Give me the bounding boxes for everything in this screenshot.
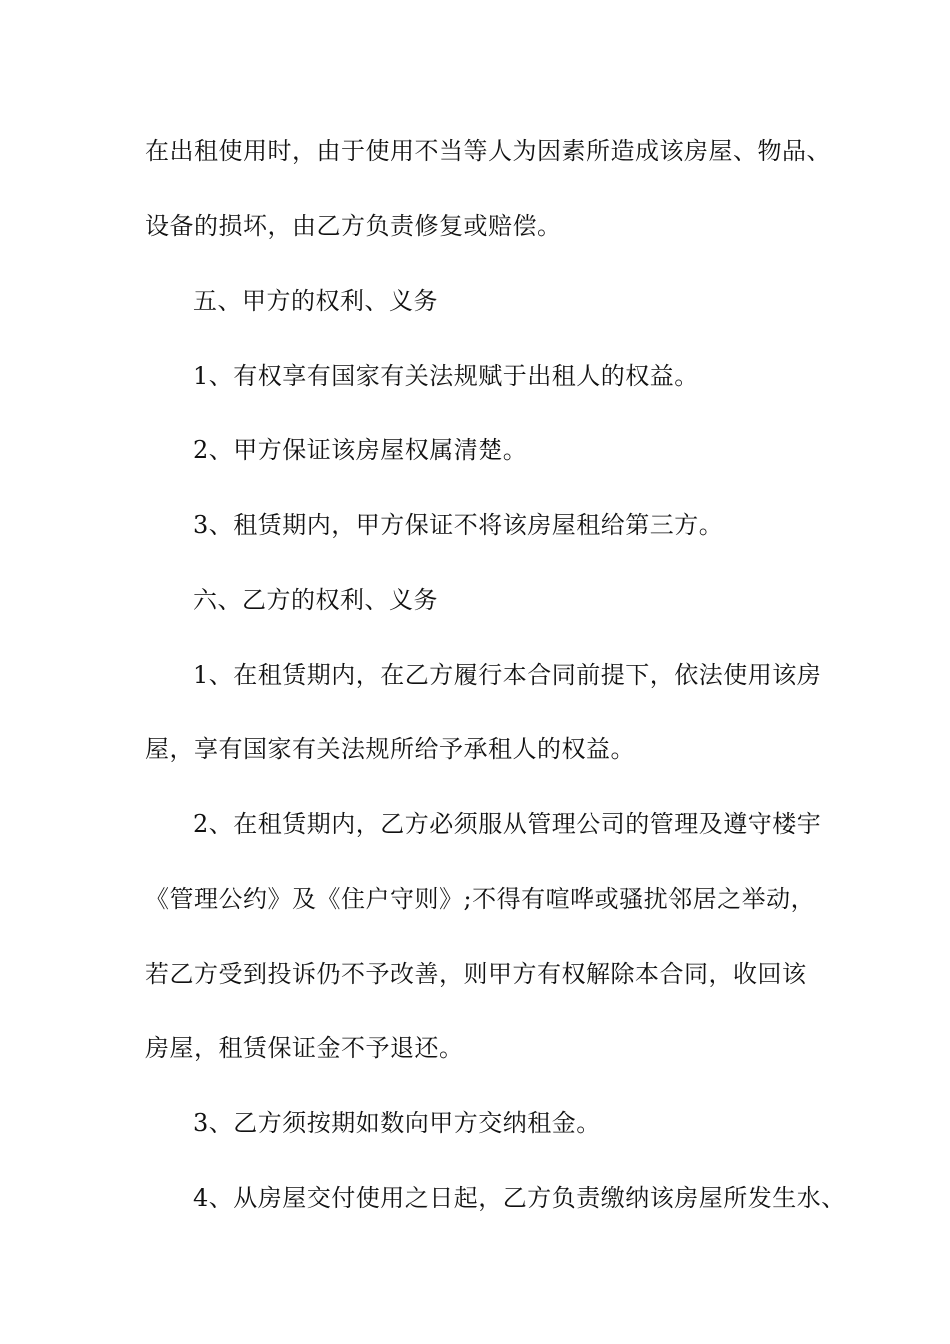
section-heading: 五、甲方的权利、义务 [193, 287, 438, 315]
paragraph-line: 1、在租赁期内，在乙方履行本合同前提下，依法使用该房 [193, 661, 822, 689]
paragraph-line: 《管理公约》及《住户守则》;不得有喧哗或骚扰邻居之举动， [145, 885, 816, 913]
paragraph-line: 2、在租赁期内，乙方必须服从管理公司的管理及遵守楼宇 [193, 810, 822, 838]
paragraph-line: 4、从房屋交付使用之日起，乙方负责缴纳该房屋所发生水、 [193, 1184, 846, 1212]
paragraph-line: 屋，享有国家有关法规所给予承租人的权益。 [145, 735, 635, 763]
paragraph-line: 若乙方受到投诉仍不予改善，则甲方有权解除本合同，收回该 [145, 960, 807, 988]
section-heading: 六、乙方的权利、义务 [193, 586, 438, 614]
paragraph-line: 3、租赁期内，甲方保证不将该房屋租给第三方。 [193, 511, 724, 539]
paragraph-line: 2、甲方保证该房屋权属清楚。 [193, 436, 528, 464]
paragraph-line: 在出租使用时，由于使用不当等人为因素所造成该房屋、物品、 [145, 137, 831, 165]
paragraph-line: 房屋，租赁保证金不予退还。 [145, 1034, 464, 1062]
paragraph-line: 设备的损坏，由乙方负责修复或赔偿。 [145, 212, 562, 240]
paragraph-line: 3、乙方须按期如数向甲方交纳租金。 [193, 1109, 601, 1137]
paragraph-line: 1、有权享有国家有关法规赋于出租人的权益。 [193, 362, 699, 390]
